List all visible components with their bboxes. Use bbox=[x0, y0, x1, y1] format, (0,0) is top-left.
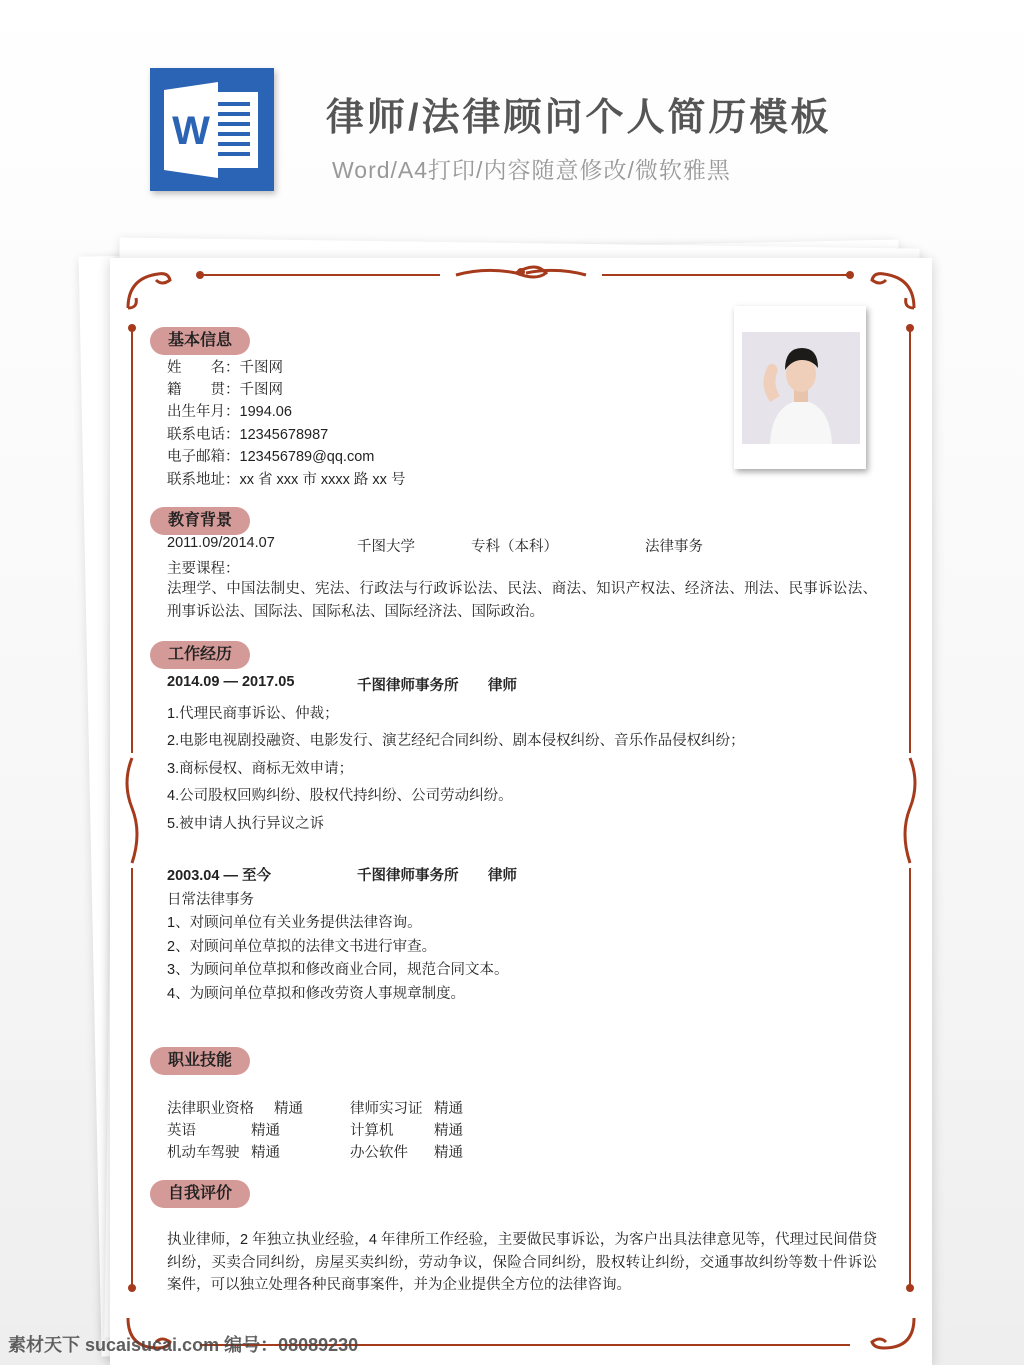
job1-company: 千图律师事务所 bbox=[357, 678, 459, 694]
info-birth: 出生年月：1994.06 bbox=[167, 404, 292, 420]
skill-level: 精通 bbox=[251, 1123, 280, 1139]
skill-name: 英语 bbox=[167, 1123, 196, 1139]
job2-intro: 日常法律事务 bbox=[167, 892, 254, 908]
job2-item: 1、对顾问单位有关业务提供法律咨询。 bbox=[167, 915, 422, 931]
edu-degree: 专科（本科） bbox=[471, 539, 558, 555]
job1-item: 2.电影电视剧投融资、电影发行、演艺经纪合同纠纷、剧本侵权纠纷、音乐作品侵权纠纷； bbox=[167, 733, 745, 749]
job1-item: 4.公司股权回购纠纷、股权代持纠纷、公司劳动纠纷。 bbox=[167, 788, 513, 804]
skill-name: 律师实习证 bbox=[350, 1101, 423, 1117]
watermark: 素材天下 sucaisucai.com 编号：08089230 bbox=[8, 1335, 359, 1355]
edu-courses: 法理学、中国法制史、宪法、行政法与行政诉讼法、民法、商法、知识产权法、经济法、刑法、民事诉讼法、刑事诉讼法、国际法、国际私法、国际经济法、国际政治。 bbox=[167, 581, 877, 620]
resume-sheet bbox=[110, 258, 932, 1365]
skill-level: 精通 bbox=[434, 1101, 463, 1117]
skill-name: 办公软件 bbox=[350, 1145, 408, 1161]
logo-letter: W bbox=[172, 109, 210, 153]
skill-level: 精通 bbox=[434, 1145, 463, 1161]
edu-major: 法律事务 bbox=[645, 539, 703, 555]
profile-photo bbox=[734, 306, 866, 469]
skill-level: 精通 bbox=[434, 1123, 463, 1139]
edu-period: 2011.09/2014.07 bbox=[167, 535, 275, 551]
info-name: 姓 名：千图网 bbox=[167, 360, 283, 376]
info-hometown: 籍 贯：千图网 bbox=[167, 382, 283, 398]
page-subtitle: Word/A4打印/内容随意修改/微软雅黑 bbox=[332, 157, 731, 183]
job1-item: 1.代理民商事诉讼、仲裁； bbox=[167, 706, 339, 722]
job1-item: 3.商标侵权、商标无效申请； bbox=[167, 761, 354, 777]
section-self-evaluation: 自我评价 bbox=[150, 1180, 250, 1208]
job2-role: 律师 bbox=[488, 868, 517, 884]
skill-name: 计算机 bbox=[350, 1123, 394, 1139]
edu-school: 千图大学 bbox=[357, 539, 415, 555]
job1-period: 2014.09 — 2017.05 bbox=[167, 674, 295, 690]
info-email: 电子邮箱：123456789@qq.com bbox=[167, 449, 375, 465]
edu-courses-label: 主要课程： bbox=[167, 561, 240, 577]
info-phone: 联系电话：12345678987 bbox=[167, 427, 329, 443]
skill-name: 机动车驾驶 bbox=[167, 1145, 240, 1161]
job2-item: 4、为顾问单位草拟和修改劳资人事规章制度。 bbox=[167, 986, 466, 1002]
job1-role: 律师 bbox=[488, 678, 517, 694]
job2-period: 2003.04 — 至今 bbox=[167, 868, 271, 884]
job1-item: 5.被申请人执行异议之诉 bbox=[167, 816, 325, 832]
page-title: 律师/法律顾问个人简历模板 bbox=[326, 97, 832, 139]
word-icon bbox=[150, 68, 274, 191]
job2-item: 2、对顾问单位草拟的法律文书进行审查。 bbox=[167, 939, 437, 955]
section-basic-info: 基本信息 bbox=[150, 327, 250, 355]
skill-level: 精通 bbox=[274, 1101, 303, 1117]
section-education: 教育背景 bbox=[150, 507, 250, 535]
section-work: 工作经历 bbox=[150, 641, 250, 669]
skill-level: 精通 bbox=[251, 1145, 280, 1161]
person-photo-icon bbox=[742, 332, 860, 444]
job2-company: 千图律师事务所 bbox=[357, 868, 459, 884]
skill-name: 法律职业资格 bbox=[167, 1101, 254, 1117]
section-skills: 职业技能 bbox=[150, 1047, 250, 1075]
self-evaluation-text: 执业律师，2 年独立执业经验，4 年律所工作经验，主要做民事诉讼，为客户出具法律意见等，代理过民间借贷纠纷，买卖合同纠纷，房屋买卖纠纷，劳动争议，保险合同纠纷，股权转让纠纷，交通事故纠纷等数十件诉讼案件，可以独立处理各种民商事案件，并为企业提供全方位的法律咨询。 bbox=[167, 1232, 877, 1293]
job2-item: 3、为顾问单位草拟和修改商业合同，规范合同文本。 bbox=[167, 962, 509, 978]
info-address: 联系地址：xx 省 xxx 市 xxxx 路 xx 号 bbox=[167, 472, 406, 488]
